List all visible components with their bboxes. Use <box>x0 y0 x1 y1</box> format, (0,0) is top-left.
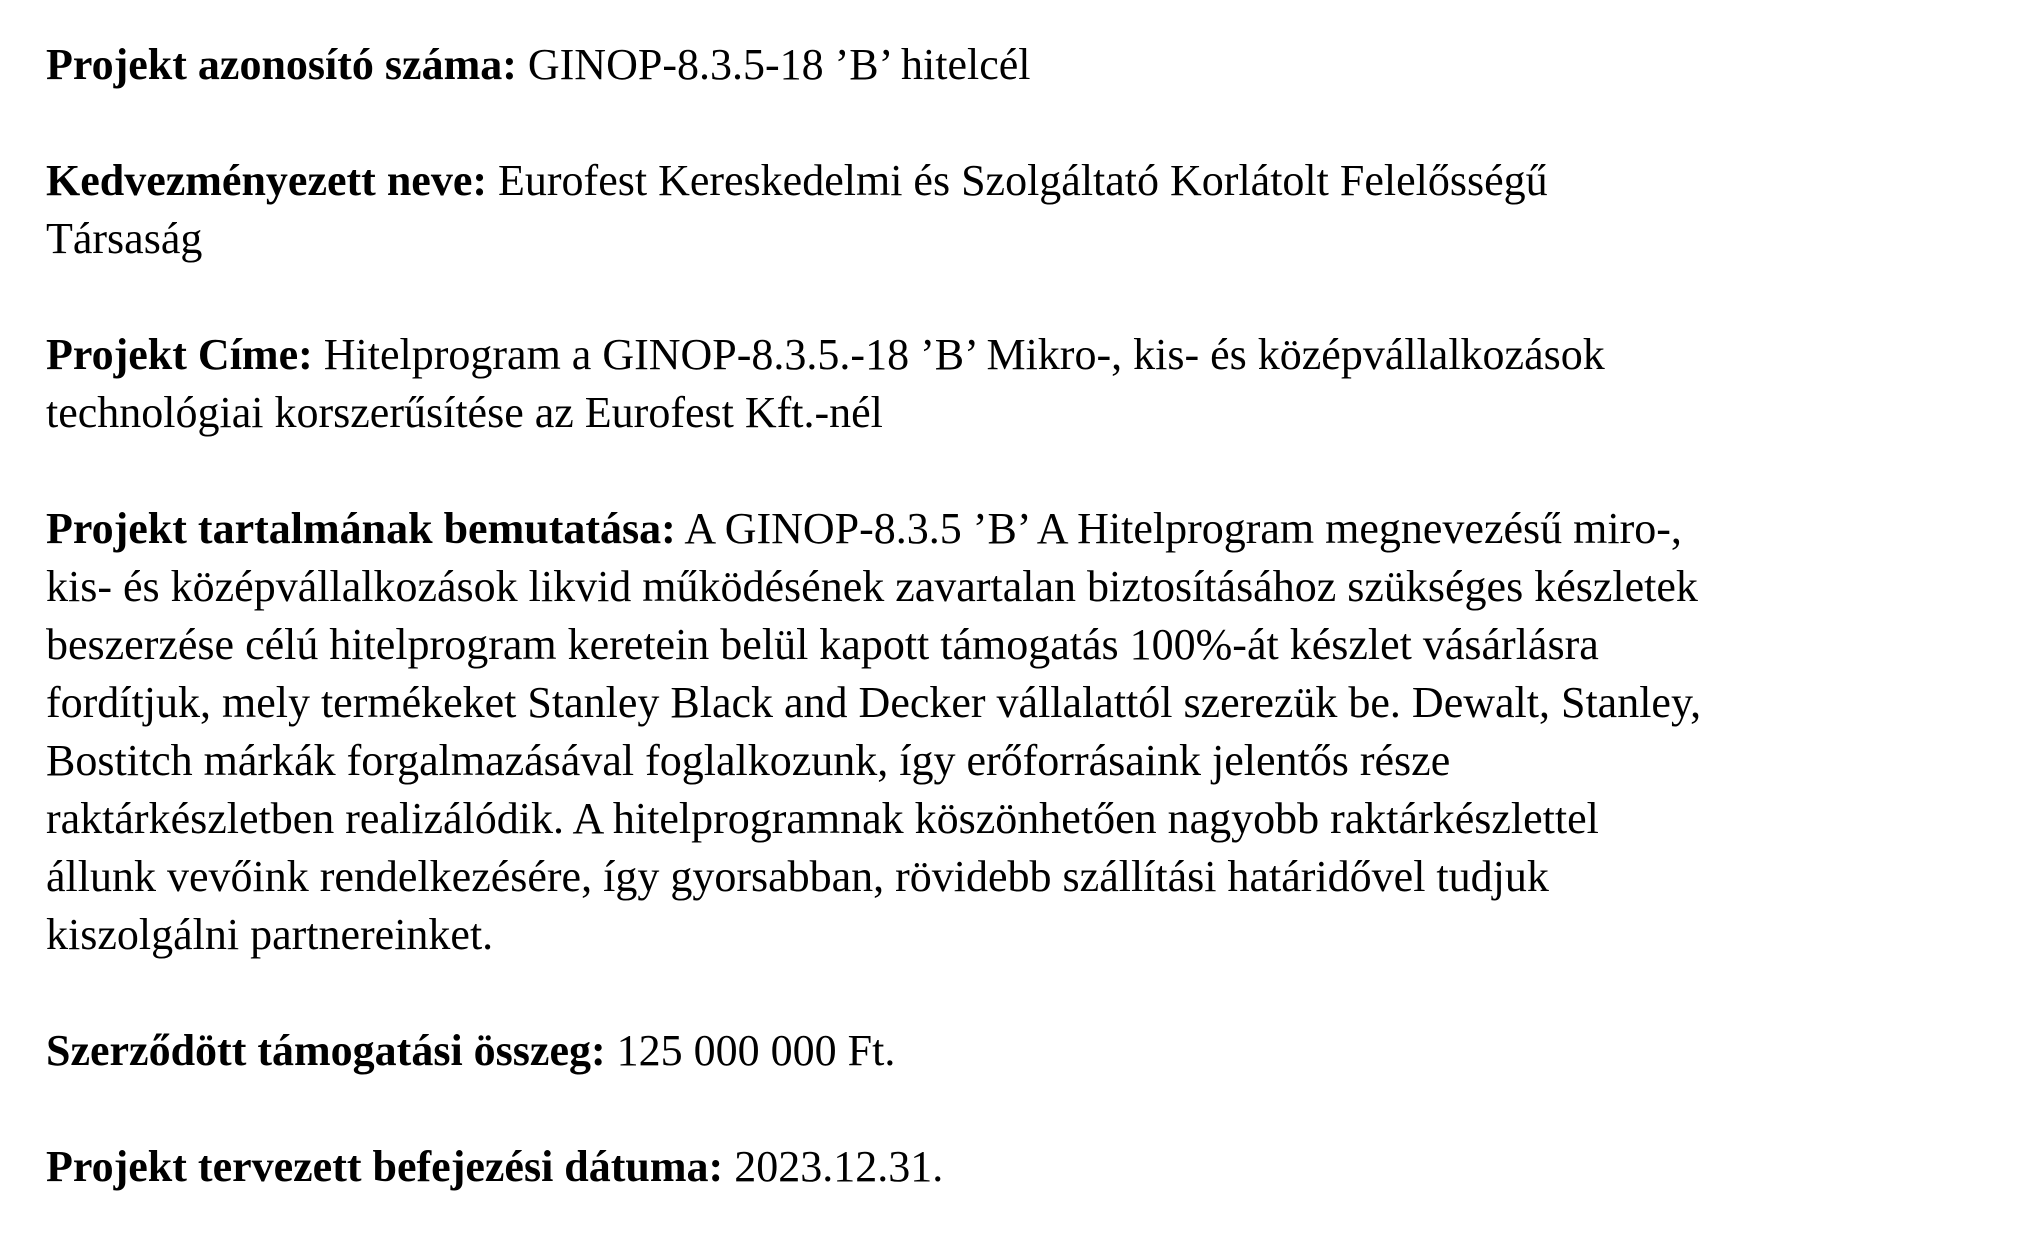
project-description-value: A GINOP-8.3.5 ’B’ A Hitelprogram megnevezésű miro-, kis- és középvállalkozások likvid működésének zavartalan biztosításához szükséges készletek beszerzése célú hitelprogram keretein belül kapott támogatás 100%-át készlet vásárlásra fordítjuk, mely termékeket Stanley Black and Decker vállalattól szerezük be. Dewalt, Stanley, Bostitch márkák forgalmazásával foglalkozunk, így erőforrásaink jelentős része raktárkészletben realizálódik. A hitelprogramnak köszönhetően nagyobb raktárkészlettel állunk vevőink rendelkezésére, így gyorsabban, rövidebb szállítási határidővel tudjuk kiszolgálni partnereinket. <box>46 504 1702 959</box>
project-title-field <box>46 326 2006 442</box>
project-title-label: Projekt Címe: <box>46 330 313 379</box>
project-id-field <box>46 36 2006 94</box>
project-id-label: Projekt azonosító száma: <box>46 40 517 89</box>
contracted-amount-label: Szerződött támogatási összeg: <box>46 1026 606 1075</box>
contracted-amount-value: 125 000 000 Ft. <box>616 1026 896 1075</box>
project-description-field <box>46 500 2006 964</box>
project-info-document <box>46 36 2006 1196</box>
completion-date-label: Projekt tervezett befejezési dátuma: <box>46 1142 724 1191</box>
project-description-label: Projekt tartalmának bemutatása: <box>46 504 676 553</box>
completion-date-value: 2023.12.31. <box>734 1142 944 1191</box>
beneficiary-name-field <box>46 152 2006 268</box>
project-id-value: GINOP-8.3.5-18 ’B’ hitelcél <box>527 40 1031 89</box>
completion-date-field <box>46 1138 2006 1196</box>
beneficiary-name-value: Eurofest Kereskedelmi és Szolgáltató Korlátolt Felelősségű Társaság <box>46 156 1548 263</box>
project-title-value: Hitelprogram a GINOP-8.3.5.-18 ’B’ Mikro-, kis- és középvállalkozások technológiai korszerűsítése az Eurofest Kft.-nél <box>46 330 1605 437</box>
contracted-amount-field <box>46 1022 2006 1080</box>
beneficiary-name-label: Kedvezményezett neve: <box>46 156 488 205</box>
